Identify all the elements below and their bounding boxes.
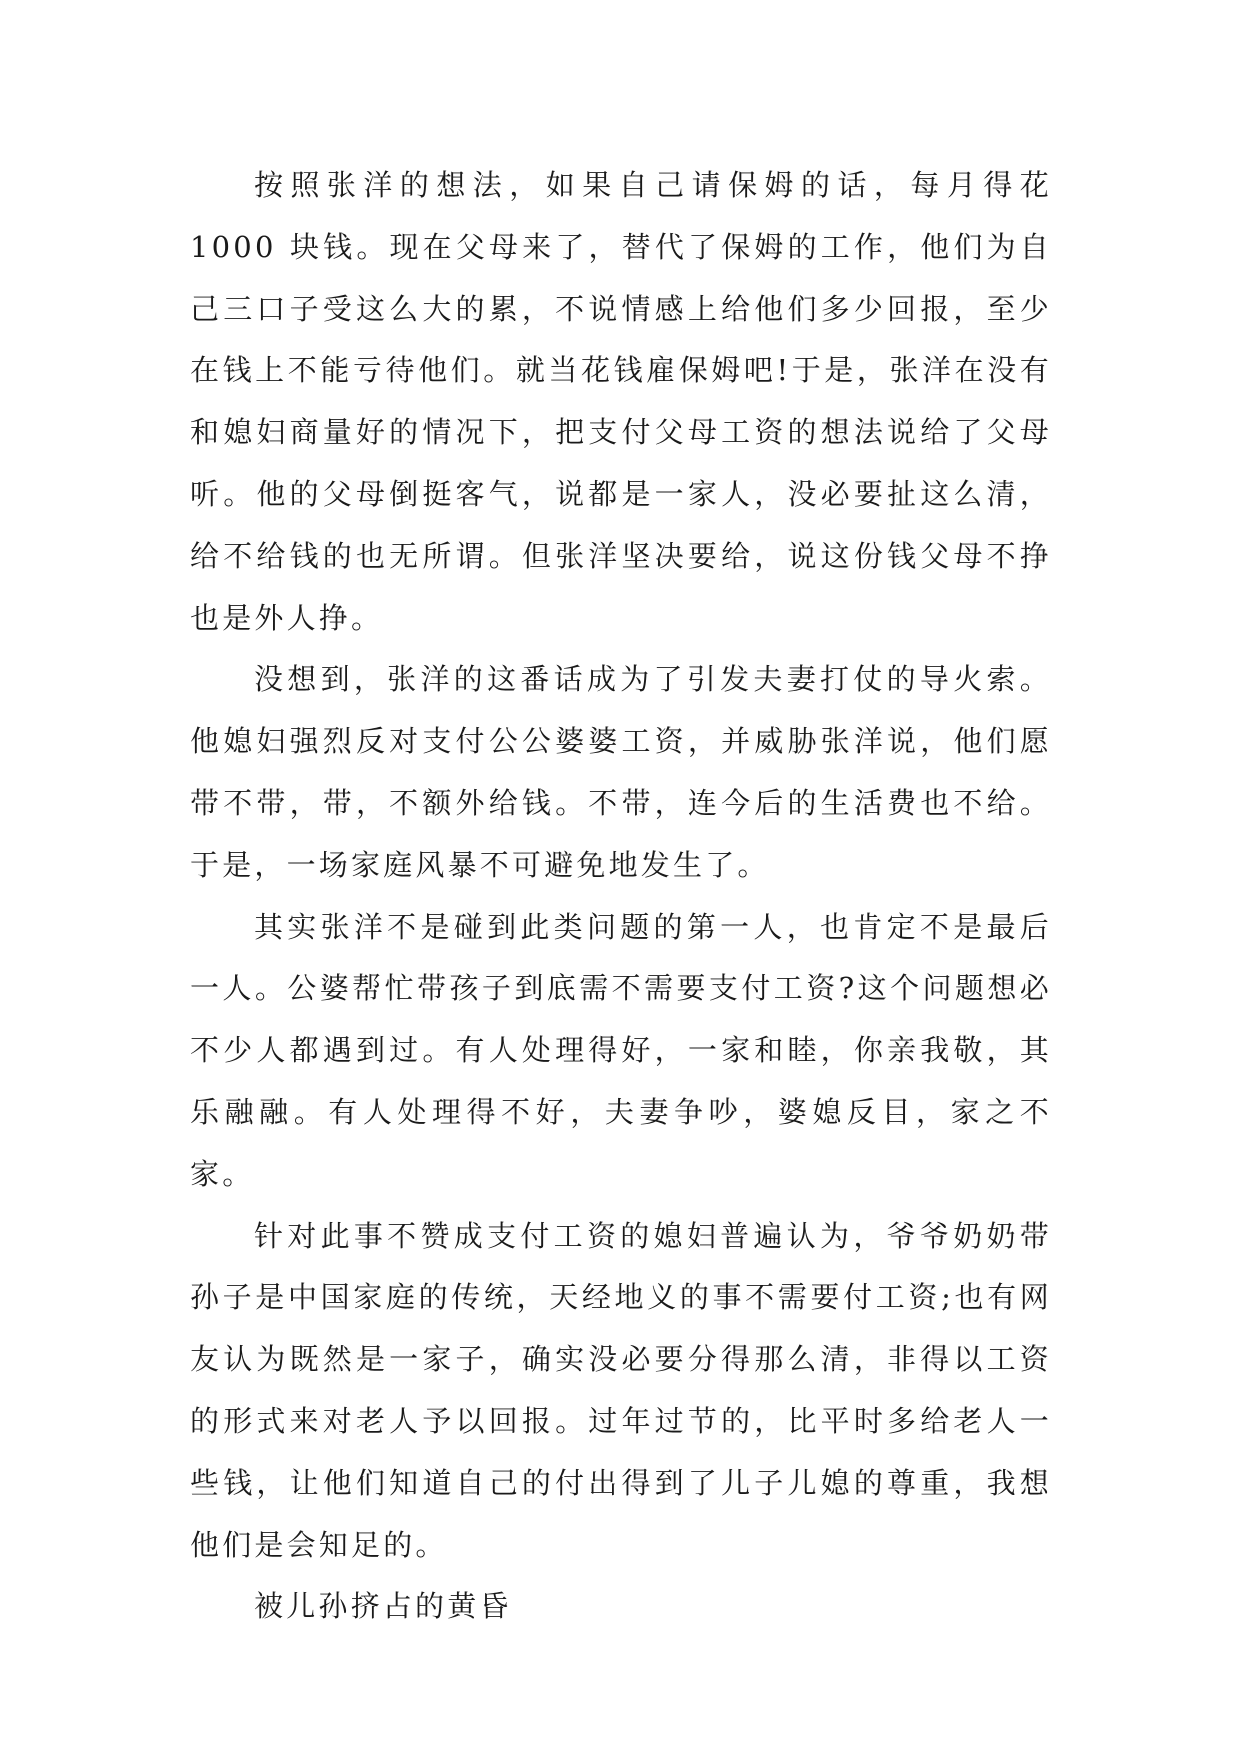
paragraph: 针对此事不赞成支付工资的媳妇普遍认为，爷爷奶奶带孙子是中国家庭的传统，天经地义的事不需要付工资;也有网友认为既然是一家子，确实没必要分得那么清，非得以工资的形式来对老人予以回报。过年过节的，比平时多给老人一些钱，让他们知道自己的付出得到了儿子儿媳的尊重，我想他们是会知足的。 [190,1218,1052,1562]
paragraph: 其实张洋不是碰到此类问题的第一人，也肯定不是最后一人。公婆帮忙带孩子到底需不需要支付工资?这个问题想必不少人都遇到过。有人处理得好，一家和睦，你亲我敬，其乐融融。有人处理得不好，夫妻争吵，婆媳反目，家之不家。 [190,909,1052,1191]
paragraph: 没想到，张洋的这番话成为了引发夫妻打仗的导火索。他媳妇强烈反对支付公公婆婆工资，并威胁张洋说，他们愿带不带，带，不额外给钱。不带，连今后的生活费也不给。于是，一场家庭风暴不可避免地发生了。 [190,662,1052,882]
section-heading: 被儿孙挤占的黄昏 [254,1589,512,1624]
paragraph: 按照张洋的想法，如果自己请保姆的话，每月得花 1000 块钱。现在父母来了，替代了保姆的工作，他们为自己三口子受这么大的累，不说情感上给他们多少回报，至少在钱上不能亏待他们。就当花钱雇保姆吧!于是，张洋在没有和媳妇商量好的情况下，把支付父母工资的想法说给了父母听。他的父母倒挺客气，说都是一家人，没必要扯这么清，给不给钱的也无所谓。但张洋坚决要给，说这份钱父母不挣也是外人挣。 [190,168,1052,635]
document-body [190,155,1052,1638]
